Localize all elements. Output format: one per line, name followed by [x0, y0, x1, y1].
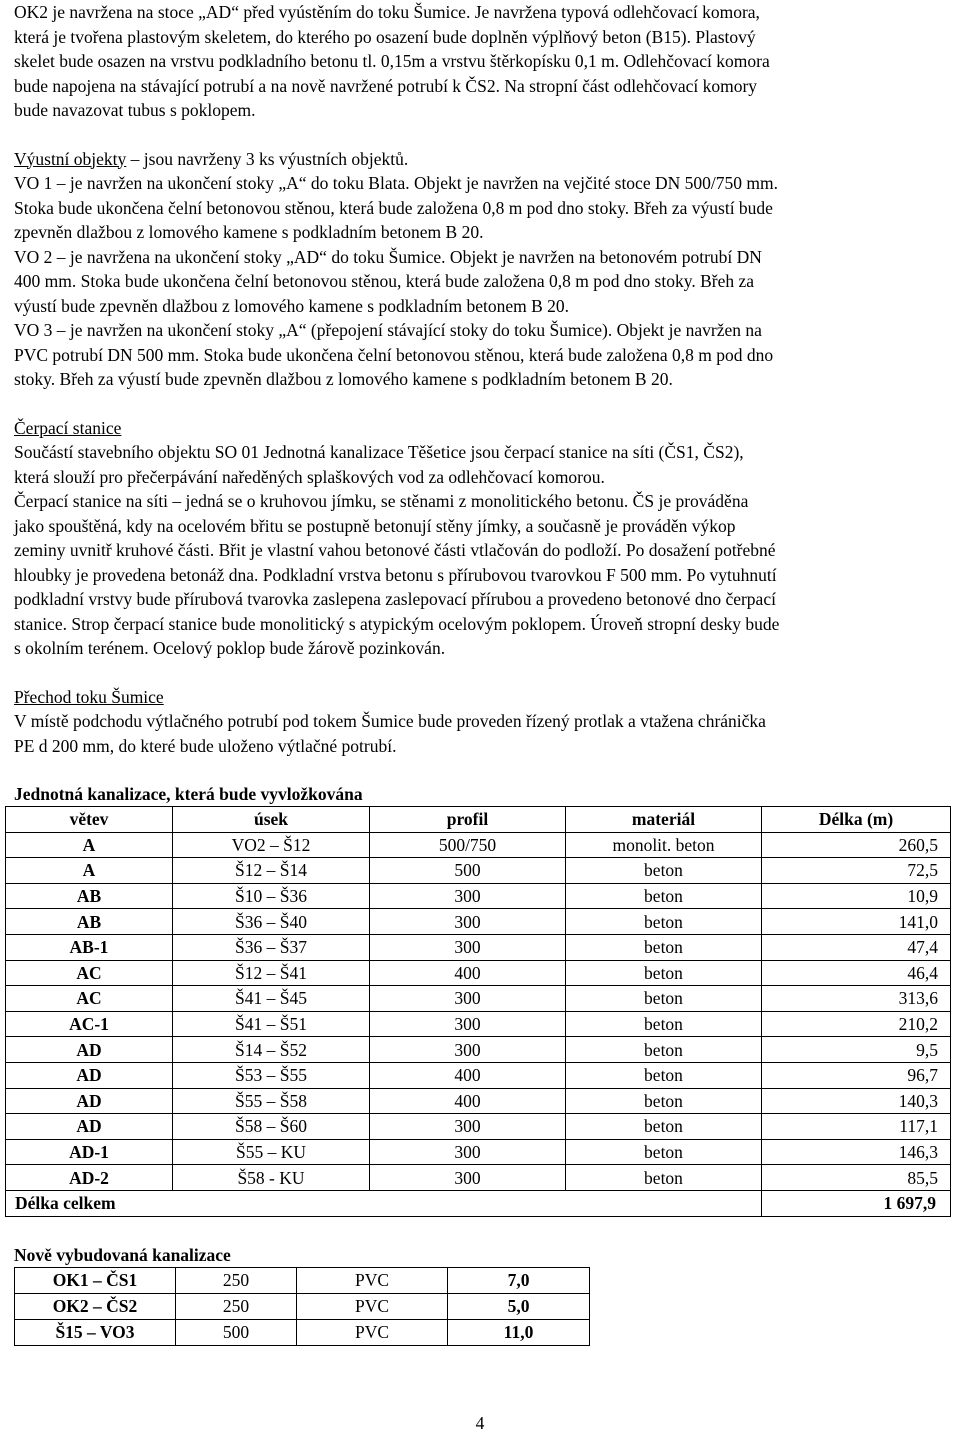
table-cell: 250 — [176, 1267, 297, 1293]
table-cell: 141,0 — [762, 909, 951, 935]
table-row — [15, 1293, 590, 1319]
heading-rest: – jsou navrženy 3 ks výustních objektů. — [126, 148, 409, 169]
text-line: PE d 200 mm, do které bude uloženo výtlačné potrubí. — [14, 735, 397, 756]
text-line: Součástí stavebního objektu SO 01 Jednotná kanalizace Těšetice jsou čerpací stanice na síti (ČS1, ČS2), — [14, 442, 744, 462]
table-cell: 7,0 — [448, 1267, 590, 1293]
table-cell: 210,2 — [762, 1011, 951, 1037]
text-line: jako spouštěná, kdy na ocelovém břitu se postupně betonují stěny jímky, a současně je prováděn výkop — [14, 515, 736, 536]
table-cell: Š10 – Š36 — [173, 883, 370, 909]
table-cell: Š53 – Š55 — [173, 1062, 370, 1088]
table-cell: AD-1 — [6, 1139, 173, 1165]
table-cell: beton — [566, 1011, 762, 1037]
table-cell: 250 — [176, 1293, 297, 1319]
table-cell: 5,0 — [448, 1293, 590, 1319]
table-cell: 72,5 — [762, 858, 951, 884]
table-cell: beton — [566, 1037, 762, 1063]
table-cell: 10,9 — [762, 883, 951, 909]
table-cell: beton — [566, 883, 762, 909]
text-line: bude navazovat tubus s poklopem. — [14, 100, 256, 120]
table-cell: A — [6, 832, 173, 858]
table-caption: Jednotná kanalizace, která bude vyvložkována — [14, 784, 363, 804]
table-cell: AB — [6, 883, 173, 909]
table-cell: OK2 – ČS2 — [15, 1293, 176, 1319]
section-prechod — [14, 685, 954, 759]
text-line: zpevněn dlažbou z lomového kamene s podkladním betonem B 20. — [14, 222, 484, 242]
text-line: VO 3 – je navržen na ukončení stoky „A“ (přepojení stávající stoky do toku Šumice). Objekt je navržen na — [14, 320, 762, 340]
table-cell: VO2 – Š12 — [173, 832, 370, 858]
text-line: Čerpací stanice na síti – jedná se o kruhovou jímku, se stěnami z monolitického betonu. ČS je prováděna — [14, 491, 749, 511]
table-cell: AD-2 — [6, 1165, 173, 1191]
text-line: stoky. Břeh za výustí bude zpevněn dlažbou z lomového kamene s podkladním betonem B 20. — [14, 369, 673, 389]
table-row — [6, 986, 951, 1012]
table-row — [6, 1165, 951, 1191]
table-row — [6, 960, 951, 986]
text-line: hloubky je provedena betonáž dna. Podkladní vrstva betonu s přírubovou tvarovkou F 500 mm. Po vytuhnutí — [14, 564, 777, 585]
intro-paragraph — [14, 0, 954, 123]
table-cell: Š12 – Š14 — [173, 858, 370, 884]
text-line: skelet bude osazen na vrstvu podkladního betonu tl. 0,15m a vrstvu štěrkopísku 0,1 m. Odlehčovací komora — [14, 51, 770, 71]
table-cell: AC — [6, 986, 173, 1012]
table-row — [6, 1062, 951, 1088]
table-cell: 117,1 — [762, 1114, 951, 1140]
table-cell: 11,0 — [448, 1319, 590, 1345]
table-cell: beton — [566, 960, 762, 986]
table-cell: monolit. beton — [566, 832, 762, 858]
text-line: VO 1 – je navržen na ukončení stoky „A“ do toku Blata. Objekt je navržen na vejčité stoce DN 500/750 mm. — [14, 173, 778, 193]
table-cell: 47,4 — [762, 934, 951, 960]
table-row — [6, 934, 951, 960]
table-cell: Š36 – Š40 — [173, 909, 370, 935]
table-cell: 300 — [370, 1037, 566, 1063]
table-cell: AD — [6, 1037, 173, 1063]
table-cell: AB — [6, 909, 173, 935]
column-header: větev — [6, 807, 173, 833]
column-header: materiál — [566, 807, 762, 833]
table-cell: A — [6, 858, 173, 884]
table-cell: AD — [6, 1088, 173, 1114]
table-cell: AC-1 — [6, 1011, 173, 1037]
table-row — [6, 883, 951, 909]
column-header: profil — [370, 807, 566, 833]
table-header-row — [6, 807, 951, 833]
section-heading: Přechod toku Šumice — [14, 686, 164, 707]
table-cell: beton — [566, 1088, 762, 1114]
table-cell: 140,3 — [762, 1088, 951, 1114]
table-cell: AC — [6, 960, 173, 986]
total-label: Délka celkem — [6, 1190, 762, 1216]
table-cell: beton — [566, 858, 762, 884]
table-cell: beton — [566, 986, 762, 1012]
table-cell: beton — [566, 1139, 762, 1165]
table-total-row — [6, 1190, 951, 1216]
table-caption: Nově vybudovaná kanalizace — [14, 1244, 231, 1265]
table-cell: beton — [566, 934, 762, 960]
table-row — [6, 909, 951, 935]
table-cell: 400 — [370, 1062, 566, 1088]
text-line: s okolním terénem. Ocelový poklop bude žárově pozinkován. — [14, 638, 446, 658]
table-cell: AD — [6, 1062, 173, 1088]
column-header: Délka (m) — [762, 807, 951, 833]
table-cell: 300 — [370, 1139, 566, 1165]
table-cell: Š55 – Š58 — [173, 1088, 370, 1114]
text-line: stanice. Strop čerpací stanice bude monolitický s atypickým ocelovým poklopem. Úroveň stropní desky bude — [14, 613, 780, 634]
table-cell: 9,5 — [762, 1037, 951, 1063]
text-line: OK2 je navržena na stoce „AD“ před vyústěním do toku Šumice. Je navržena typová odlehčovací komora, — [14, 2, 760, 22]
total-value: 1 697,9 — [762, 1190, 951, 1216]
table-cell: 260,5 — [762, 832, 951, 858]
table-vyvlozkovana — [5, 806, 951, 1217]
table-cell: beton — [566, 909, 762, 935]
table-cell: beton — [566, 1062, 762, 1088]
document-page — [14, 0, 954, 1346]
page-number: 4 — [475, 1413, 485, 1433]
table-cell: 500 — [370, 858, 566, 884]
section-heading-line — [14, 147, 954, 172]
table-cell: beton — [566, 1165, 762, 1191]
table-row — [6, 1011, 951, 1037]
table-cell: 400 — [370, 1088, 566, 1114]
table-cell: Š55 – KU — [173, 1139, 370, 1165]
table-cell: 300 — [370, 934, 566, 960]
section-vyustni-objekty — [14, 147, 954, 392]
text-line: která slouží pro přečerpávání naředěných splaškových vod za odlehčovací komorou. — [14, 466, 605, 487]
table-cell: 313,6 — [762, 986, 951, 1012]
table-cell: beton — [566, 1114, 762, 1140]
table-row — [6, 832, 951, 858]
text-line: která je tvořena plastovým skeletem, do kterého po osazení bude doplněn výplňový beton (B15). Plastový — [14, 26, 756, 47]
table-cell: Š36 – Š37 — [173, 934, 370, 960]
table-row — [6, 1114, 951, 1140]
table-row — [6, 1037, 951, 1063]
table-cell: 46,4 — [762, 960, 951, 986]
table-cell: Š15 – VO3 — [15, 1319, 176, 1345]
table-row — [15, 1267, 590, 1293]
table-cell: AB-1 — [6, 934, 173, 960]
table-cell: 96,7 — [762, 1062, 951, 1088]
table-cell: 85,5 — [762, 1165, 951, 1191]
table-row — [15, 1319, 590, 1345]
table-cell: 300 — [370, 1011, 566, 1037]
table-cell: 300 — [370, 1165, 566, 1191]
text-line: VO 2 – je navržena na ukončení stoky „AD“ do toku Šumice. Objekt je navržen na betonovém potrubí DN — [14, 246, 762, 267]
table-cell: AD — [6, 1114, 173, 1140]
table-cell: PVC — [297, 1293, 448, 1319]
table-row — [6, 858, 951, 884]
text-line: bude napojena na stávající potrubí a na nově navržené potrubí k ČS2. Na stropní část odlehčovací komory — [14, 75, 758, 96]
table-cell: OK1 – ČS1 — [15, 1267, 176, 1293]
table-cell: 300 — [370, 883, 566, 909]
table-cell: 300 — [370, 986, 566, 1012]
table-cell: 300 — [370, 909, 566, 935]
table-cell: 500/750 — [370, 832, 566, 858]
table-cell: 146,3 — [762, 1139, 951, 1165]
text-line: zeminy uvnitř kruhové části. Břit je vlastní vahou betonové části vtlačován do podloží. Po dosažení potřebné — [14, 540, 776, 560]
table-row — [6, 1139, 951, 1165]
table-cell: Š58 - KU — [173, 1165, 370, 1191]
table-cell: 400 — [370, 960, 566, 986]
table-cell: Š58 – Š60 — [173, 1114, 370, 1140]
text-line: Stoka bude ukončena čelní betonovou stěnou, která bude založena 0,8 m pod dno stoky. Břeh za výustí bude — [14, 197, 773, 218]
text-line: podkladní vrstvy bude přírubová tvarovka zaslepena zaslepovací přírubou a provedeno betonové dno čerpací — [14, 589, 776, 609]
table-cell: Š12 – Š41 — [173, 960, 370, 986]
table-cell: PVC — [297, 1267, 448, 1293]
text-line: výustí bude zpevněn dlažbou z lomového kamene s podkladním betonem B 20. — [14, 295, 570, 316]
table-cell: Š14 – Š52 — [173, 1037, 370, 1063]
section-heading: Výustní objekty — [14, 148, 127, 169]
table-cell: Š41 – Š51 — [173, 1011, 370, 1037]
table-cell: PVC — [297, 1319, 448, 1345]
text-line: 400 mm. Stoka bude ukončena čelní betonovou stěnou, která bude založena 0,8 m pod dno stoky. Břeh za — [14, 271, 754, 291]
column-header: úsek — [173, 807, 370, 833]
table-cell: 500 — [176, 1319, 297, 1345]
section-heading: Čerpací stanice — [14, 417, 122, 438]
text-line: V místě podchodu výtlačného potrubí pod tokem Šumice bude proveden řízený protlak a vtažena chránička — [14, 711, 766, 731]
section-cerpaci-stanice — [14, 416, 954, 661]
table-nove-vybudovana — [14, 1267, 590, 1346]
text-line: PVC potrubí DN 500 mm. Stoka bude ukončena čelní betonovou stěnou, která bude založena 0,8 m pod dno — [14, 344, 774, 365]
table-cell: Š41 – Š45 — [173, 986, 370, 1012]
table-row — [6, 1088, 951, 1114]
table-cell: 300 — [370, 1114, 566, 1140]
